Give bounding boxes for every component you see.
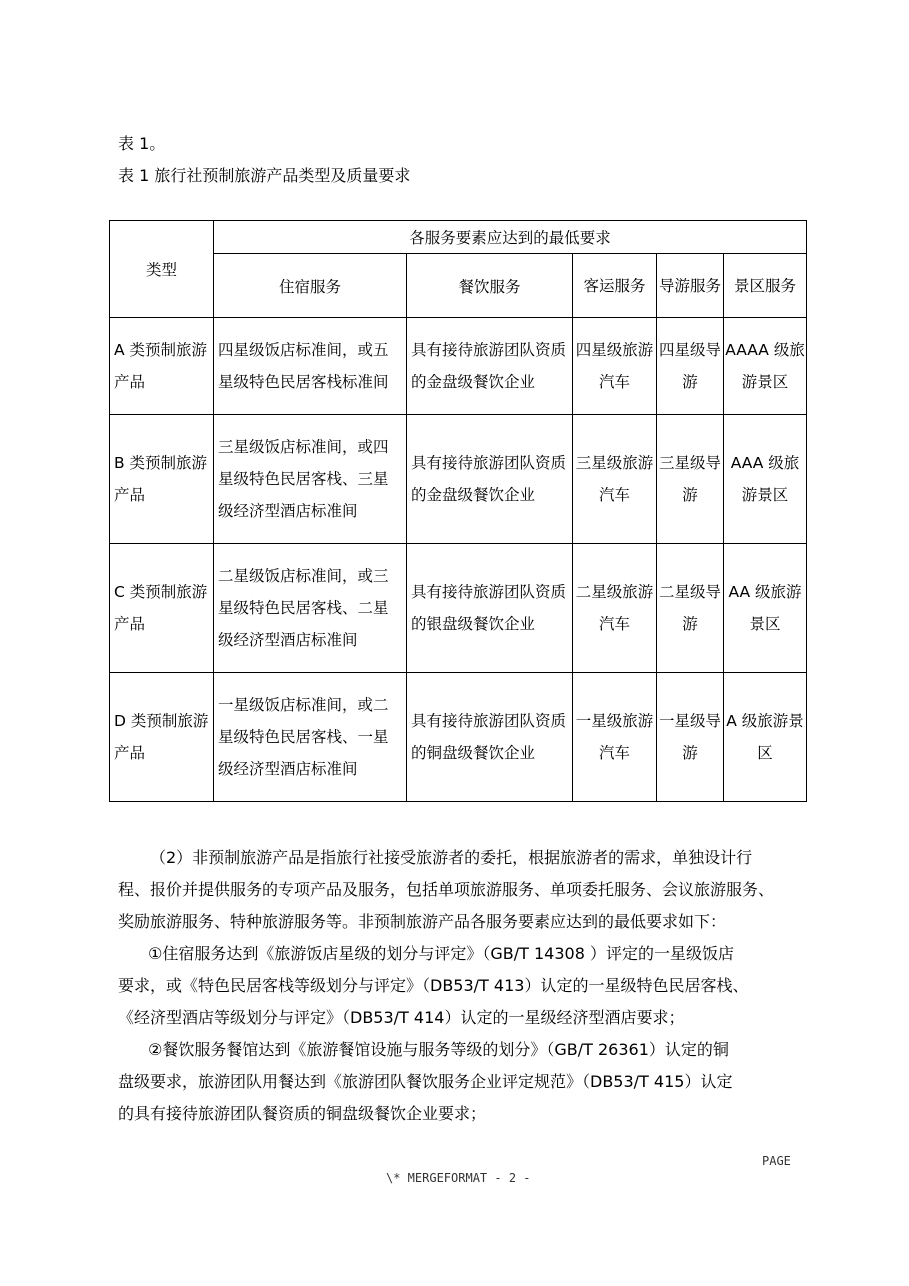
requirements-table bbox=[109, 220, 807, 802]
header-type: 类型 bbox=[110, 221, 214, 318]
row-transport: 三星级旅游汽车 bbox=[573, 415, 657, 544]
row-dining: 具有接待旅游团队资质的银盘级餐饮企业 bbox=[407, 544, 573, 673]
row-type: D 类预制旅游产品 bbox=[110, 673, 214, 802]
footer-page-label: PAGE bbox=[762, 1154, 791, 1168]
row-type: A 类预制旅游产品 bbox=[110, 318, 214, 415]
paragraph-line: 《经济型酒店等级划分与评定》（DB53/T 414）认定的一星级经济型酒店要求； bbox=[118, 1008, 685, 1027]
table-caption: 表 1 旅行社预制旅游产品类型及质量要求 bbox=[118, 166, 411, 185]
row-transport: 一星级旅游汽车 bbox=[573, 673, 657, 802]
row-transport: 二星级旅游汽车 bbox=[573, 544, 657, 673]
paragraph-line: 程、报价并提供服务的专项产品及服务，包括单项旅游服务、单项委托服务、会议旅游服务、 bbox=[118, 880, 775, 899]
intro-line: 表 1。 bbox=[118, 134, 166, 153]
paragraph-line: ①住宿服务达到《旅游饭店星级的划分与评定》（GB/T 14308 ）评定的一星级饭店 bbox=[148, 944, 734, 963]
row-dining: 具有接待旅游团队资质的铜盘级餐饮企业 bbox=[407, 673, 573, 802]
table-row bbox=[110, 318, 807, 415]
paragraph-line: 盘级要求，旅游团队用餐达到《旅游团队餐饮服务企业评定规范》（DB53/T 415）认定 bbox=[118, 1072, 733, 1091]
row-lodging: 三星级饭店标准间，或四星级特色民居客栈、三星级经济型酒店标准间 bbox=[214, 415, 407, 544]
row-scenic: A 级旅游景区 bbox=[724, 673, 807, 802]
row-lodging: 一星级饭店标准间，或二星级特色民居客栈、一星级经济型酒店标准间 bbox=[214, 673, 407, 802]
header-transport: 客运服务 bbox=[573, 254, 657, 318]
row-scenic: AAA 级旅游景区 bbox=[724, 415, 807, 544]
row-type: C 类预制旅游产品 bbox=[110, 544, 214, 673]
paragraph-dining bbox=[118, 1034, 794, 1130]
paragraph-line: 的具有接待旅游团队餐资质的铜盘级餐饮企业要求； bbox=[118, 1104, 487, 1123]
paragraph-line: 要求，或《特色民居客栈等级划分与评定》（DB53/T 413）认定的一星级特色民居客栈、 bbox=[118, 976, 749, 995]
paragraph-line: （2）非预制旅游产品是指旅行社接受旅游者的委托，根据旅游者的需求，单独设计行 bbox=[150, 848, 753, 867]
paragraph-line: ②餐饮服务餐馆达到《旅游餐馆设施与服务等级的划分》（GB/T 26361）认定的铜 bbox=[148, 1040, 729, 1059]
footer-merge-field: \* MERGEFORMAT - 2 - bbox=[386, 1171, 531, 1185]
row-lodging: 二星级饭店标准间，或三星级特色民居客栈、二星级经济型酒店标准间 bbox=[214, 544, 407, 673]
header-guide: 导游服务 bbox=[657, 254, 724, 318]
row-guide: 四星级导游 bbox=[657, 318, 724, 415]
row-guide: 三星级导游 bbox=[657, 415, 724, 544]
header-lodging: 住宿服务 bbox=[214, 254, 407, 318]
table-row bbox=[110, 544, 807, 673]
paragraph-line: 奖励旅游服务、特种旅游服务等。非预制旅游产品各服务要素应达到的最低要求如下： bbox=[118, 912, 727, 931]
row-dining: 具有接待旅游团队资质的金盘级餐饮企业 bbox=[407, 318, 573, 415]
paragraph-non-prefab bbox=[118, 842, 794, 938]
row-type: B 类预制旅游产品 bbox=[110, 415, 214, 544]
header-scenic: 景区服务 bbox=[724, 254, 807, 318]
header-dining: 餐饮服务 bbox=[407, 254, 573, 318]
row-guide: 一星级导游 bbox=[657, 673, 724, 802]
table-row bbox=[110, 673, 807, 802]
paragraph-lodging bbox=[118, 938, 794, 1034]
table-row bbox=[110, 415, 807, 544]
header-group: 各服务要素应达到的最低要求 bbox=[214, 221, 807, 254]
row-transport: 四星级旅游汽车 bbox=[573, 318, 657, 415]
row-guide: 二星级导游 bbox=[657, 544, 724, 673]
row-lodging: 四星级饭店标准间，或五星级特色民居客栈标准间 bbox=[214, 318, 407, 415]
row-scenic: AA 级旅游景区 bbox=[724, 544, 807, 673]
row-dining: 具有接待旅游团队资质的金盘级餐饮企业 bbox=[407, 415, 573, 544]
row-scenic: AAAA 级旅游景区 bbox=[724, 318, 807, 415]
